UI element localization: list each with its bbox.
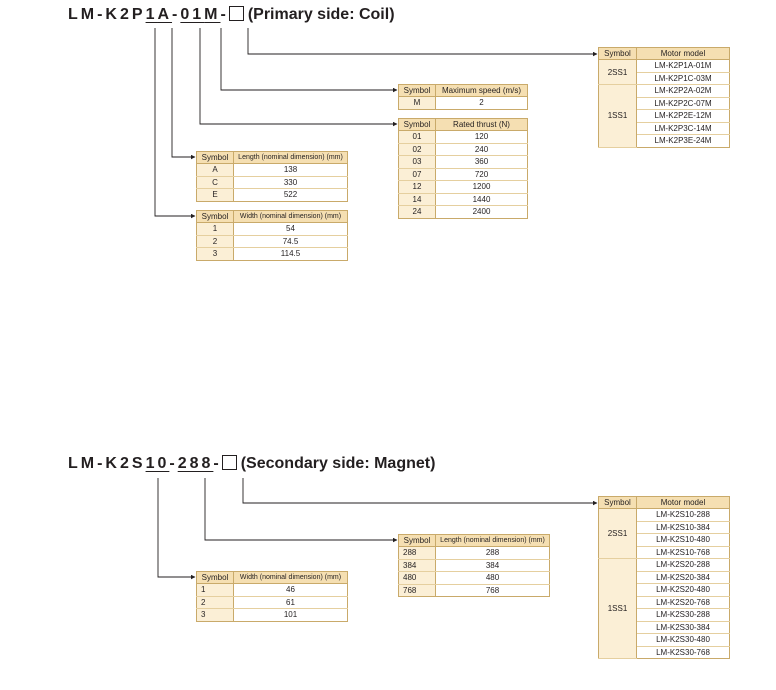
leader-width <box>155 28 195 216</box>
code-thrust-symbol: 01 <box>180 6 205 23</box>
code-prefix: LM-K2S <box>68 455 146 472</box>
col-header-length: Length (nominal dimension) (mm) <box>436 535 550 547</box>
value-cell: 480 <box>436 572 550 585</box>
col-header-rated-thrust: Rated thrust (N) <box>436 119 528 131</box>
symbol-cell: E <box>197 189 234 202</box>
symbol-cell: 1 <box>197 223 234 236</box>
col-header-motor-model: Motor model <box>637 497 730 509</box>
col-header-motor-model: Motor model <box>637 48 730 60</box>
value-cell: 330 <box>234 176 348 189</box>
symbol-cell: 288 <box>399 547 436 560</box>
motor-model-cell: LM-K2P3E-24M <box>637 135 730 148</box>
motor-model-cell: LM-K2S10-768 <box>637 546 730 559</box>
motor-model-cell: LM-K2P3C-14M <box>637 122 730 135</box>
code-dash: - <box>169 455 178 472</box>
symbol-cell: 07 <box>399 168 436 181</box>
value-cell: 2400 <box>436 206 528 219</box>
symbol-cell: 14 <box>399 193 436 206</box>
code-length-symbol: 288 <box>177 455 214 472</box>
col-header-symbol: Symbol <box>599 497 637 509</box>
symbol-cell: 12 <box>399 181 436 194</box>
motor-model-cell: LM-K2P2C-07M <box>637 97 730 110</box>
value-cell: 720 <box>436 168 528 181</box>
primary-motor-model-table <box>598 47 730 148</box>
value-cell: 384 <box>436 559 550 572</box>
motor-model-cell: LM-K2P2E-12M <box>637 110 730 123</box>
leader-motor <box>248 28 597 54</box>
symbol-cell: 3 <box>197 248 234 261</box>
leader-sec-motor <box>243 478 597 503</box>
secondary-motor-model-table <box>598 496 730 659</box>
motor-model-cell: LM-K2P1C-03M <box>637 72 730 85</box>
value-cell: 522 <box>234 189 348 202</box>
col-header-symbol: Symbol <box>197 152 234 164</box>
secondary-width-table <box>196 571 348 622</box>
code-motor-symbol-box <box>222 455 237 470</box>
motor-model-cell: LM-K2S30-768 <box>637 646 730 659</box>
motor-model-cell: LM-K2S20-480 <box>637 584 730 597</box>
value-cell: 138 <box>234 164 348 177</box>
motor-model-cell: LM-K2S30-384 <box>637 621 730 634</box>
symbol-cell: A <box>197 164 234 177</box>
motor-model-cell: LM-K2S30-288 <box>637 609 730 622</box>
value-cell: 360 <box>436 156 528 169</box>
motor-model-cell: LM-K2P2A-02M <box>637 85 730 98</box>
code-dash: - <box>220 6 229 23</box>
code-dash: - <box>213 455 222 472</box>
value-cell: 288 <box>436 547 550 560</box>
leader-sec-width <box>158 478 195 577</box>
symbol-cell: 24 <box>399 206 436 219</box>
leader-sec-length <box>205 478 397 540</box>
value-cell: 74.5 <box>234 235 348 248</box>
code-prefix: LM-K2P <box>68 6 146 23</box>
code-width-symbol: 1 <box>145 6 158 23</box>
group-symbol: 1SS1 <box>599 85 637 148</box>
col-header-width: Width (nominal dimension) (mm) <box>234 211 348 223</box>
symbol-cell: 480 <box>399 572 436 585</box>
code-length-symbol: A <box>157 6 173 23</box>
col-header-symbol: Symbol <box>197 572 234 584</box>
col-header-symbol: Symbol <box>399 535 436 547</box>
motor-model-cell: LM-K2S10-288 <box>637 509 730 522</box>
col-header-symbol: Symbol <box>399 119 436 131</box>
thrust-table <box>398 118 528 219</box>
length-table <box>196 151 348 202</box>
secondary-model-code <box>68 455 435 473</box>
symbol-cell: M <box>399 97 436 110</box>
leader-thrust <box>200 28 397 124</box>
value-cell: 54 <box>234 223 348 236</box>
motor-model-cell: LM-K2S20-768 <box>637 596 730 609</box>
code-dash: - <box>172 6 181 23</box>
symbol-cell: 2 <box>197 596 234 609</box>
value-cell: 120 <box>436 131 528 144</box>
col-header-max-speed: Maximum speed (m/s) <box>436 85 528 97</box>
col-header-symbol: Symbol <box>197 211 234 223</box>
value-cell: 114.5 <box>234 248 348 261</box>
value-cell: 240 <box>436 143 528 156</box>
symbol-cell: 1 <box>197 584 234 597</box>
col-header-length: Length (nominal dimension) (mm) <box>234 152 348 164</box>
col-header-symbol: Symbol <box>599 48 637 60</box>
symbol-cell: C <box>197 176 234 189</box>
value-cell: 101 <box>234 609 348 622</box>
symbol-cell: 02 <box>399 143 436 156</box>
code-speed-symbol: M <box>204 6 221 23</box>
motor-model-cell: LM-K2P1A-01M <box>637 60 730 73</box>
leader-speed <box>221 28 397 90</box>
group-symbol: 2SS1 <box>599 60 637 85</box>
motor-model-cell: LM-K2S10-480 <box>637 534 730 547</box>
primary-description: (Primary side: Coil) <box>247 6 395 23</box>
value-cell: 2 <box>436 97 528 110</box>
motor-model-cell: LM-K2S30-480 <box>637 634 730 647</box>
leader-length <box>172 28 195 157</box>
motor-model-cell: LM-K2S10-384 <box>637 521 730 534</box>
value-cell: 768 <box>436 584 550 597</box>
width-table <box>196 210 348 261</box>
col-header-width: Width (nominal dimension) (mm) <box>234 572 348 584</box>
value-cell: 61 <box>234 596 348 609</box>
value-cell: 1200 <box>436 181 528 194</box>
motor-model-cell: LM-K2S20-288 <box>637 559 730 572</box>
motor-model-cell: LM-K2S20-384 <box>637 571 730 584</box>
group-symbol: 1SS1 <box>599 559 637 659</box>
secondary-length-table <box>398 534 550 597</box>
symbol-cell: 384 <box>399 559 436 572</box>
value-cell: 46 <box>234 584 348 597</box>
symbol-cell: 03 <box>399 156 436 169</box>
symbol-cell: 3 <box>197 609 234 622</box>
symbol-cell: 01 <box>399 131 436 144</box>
symbol-cell: 2 <box>197 235 234 248</box>
secondary-description: (Secondary side: Magnet) <box>240 455 436 472</box>
col-header-symbol: Symbol <box>399 85 436 97</box>
speed-table <box>398 84 528 110</box>
symbol-cell: 768 <box>399 584 436 597</box>
group-symbol: 2SS1 <box>599 509 637 559</box>
code-width-symbol: 10 <box>145 455 170 472</box>
value-cell: 1440 <box>436 193 528 206</box>
